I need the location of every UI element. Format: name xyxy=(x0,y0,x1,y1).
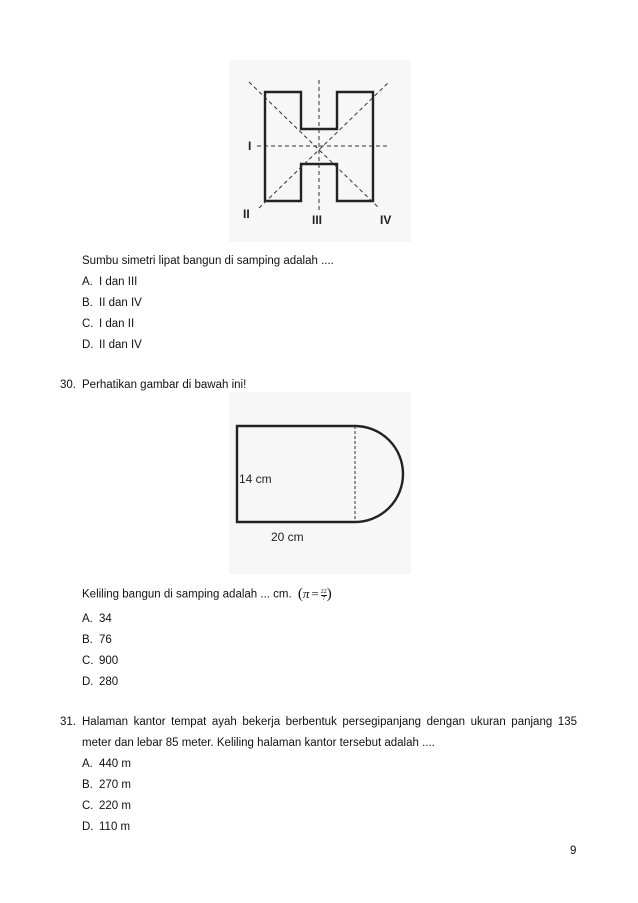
option-text: I dan II xyxy=(99,318,135,330)
q29-option-d[interactable] xyxy=(82,338,142,352)
figure-h-shape xyxy=(229,60,411,242)
pi-equals: = xyxy=(311,586,319,601)
q30-option-a[interactable] xyxy=(82,612,112,626)
q29-option-b[interactable] xyxy=(82,296,142,310)
option-letter: D. xyxy=(82,676,94,688)
q31-option-b[interactable] xyxy=(82,778,131,792)
pi-symbol: π xyxy=(302,586,310,601)
option-letter: D. xyxy=(82,339,94,351)
pi-denominator: 7 xyxy=(322,595,326,602)
option-text: 270 m xyxy=(99,779,131,791)
paren-close: ) xyxy=(326,586,332,602)
axis-line-ii xyxy=(259,82,389,208)
option-text: II dan IV xyxy=(99,297,142,309)
option-text: 34 xyxy=(99,613,112,625)
axis-label-iii: III xyxy=(312,213,323,227)
q31-option-c[interactable] xyxy=(82,799,131,813)
q31-line-1: Halaman kantor tempat ayah bekerja berbentuk persegipanjang dengan ukuran panjang 135 xyxy=(82,716,577,728)
axis-label-iv: IV xyxy=(380,213,392,227)
q30-option-b[interactable] xyxy=(82,633,112,647)
width-label: 20 cm xyxy=(271,530,304,544)
option-letter: B. xyxy=(82,634,93,646)
option-text: I dan III xyxy=(99,276,138,288)
q31-option-d[interactable] xyxy=(82,820,130,834)
option-text: 900 xyxy=(99,655,119,667)
option-letter: A. xyxy=(82,276,93,288)
height-label: 14 cm xyxy=(239,472,272,486)
paren-open: ( xyxy=(297,586,303,602)
q29-option-c[interactable] xyxy=(82,317,134,331)
option-letter: B. xyxy=(82,779,93,791)
q30-instruction: Perhatikan gambar di bawah ini! xyxy=(82,379,247,391)
q31-option-a[interactable] xyxy=(82,757,131,771)
pi-numerator: 22 xyxy=(320,588,327,595)
figure-rectangle-semicircle xyxy=(229,392,411,574)
q31-line-2: meter dan lebar 85 meter. Keliling halaman kantor tersebut adalah .... xyxy=(82,737,435,749)
q31-number: 31. xyxy=(60,716,76,728)
q29-option-a[interactable] xyxy=(82,275,137,289)
option-text: 280 xyxy=(99,676,119,688)
option-text: 440 m xyxy=(99,758,131,770)
option-letter: B. xyxy=(82,297,93,309)
q30-number: 30. xyxy=(60,379,76,391)
option-text: 220 m xyxy=(99,800,131,812)
option-letter: A. xyxy=(82,613,93,625)
q29-question: Sumbu simetri lipat bangun di samping adalah .... xyxy=(82,255,334,267)
option-text: 110 m xyxy=(99,821,131,833)
axis-line-iv xyxy=(249,82,379,208)
page-number: 9 xyxy=(570,845,577,857)
axis-label-i: I xyxy=(248,139,252,153)
q30-option-d[interactable] xyxy=(82,675,118,689)
option-letter: D. xyxy=(82,821,94,833)
q30-option-c[interactable] xyxy=(82,654,118,668)
option-text: 76 xyxy=(99,634,112,646)
option-letter: C. xyxy=(82,318,94,330)
option-letter: C. xyxy=(82,800,94,812)
option-letter: A. xyxy=(82,758,93,770)
pi-formula xyxy=(298,587,332,602)
q30-question xyxy=(82,587,332,602)
option-text: II dan IV xyxy=(99,339,142,351)
axis-label-ii: II xyxy=(243,207,250,221)
q30-question-text: Keliling bangun di samping adalah ... cm. xyxy=(82,588,292,601)
option-letter: C. xyxy=(82,655,94,667)
